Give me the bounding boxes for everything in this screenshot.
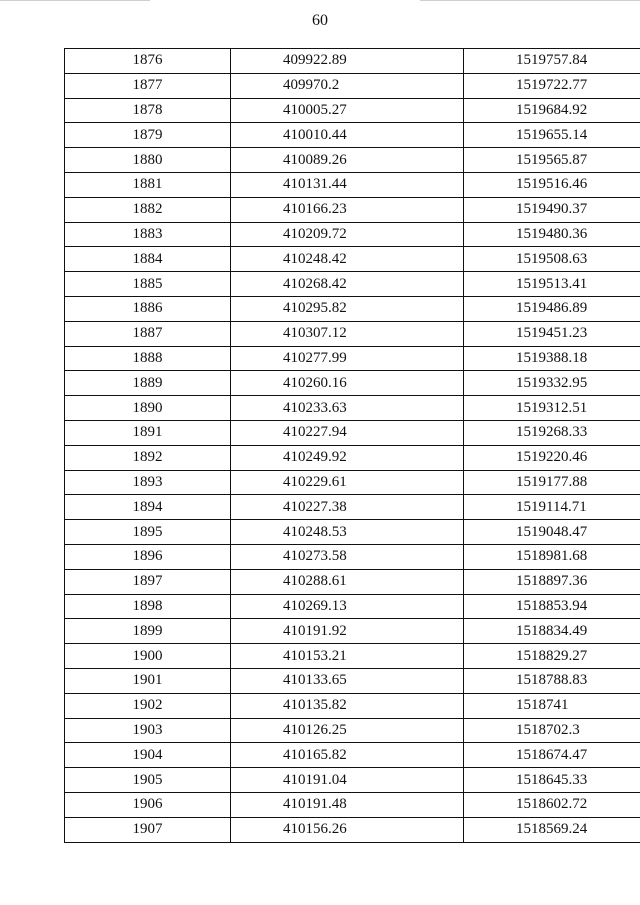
x-coordinate-cell: 410295.82 [231, 296, 464, 321]
page-top-edge [420, 0, 640, 1]
point-number-cell: 1877 [65, 73, 231, 98]
table-row [65, 346, 640, 371]
coordinates-table-body [65, 49, 640, 843]
page-top-edge [0, 0, 150, 1]
page-number: 60 [312, 12, 328, 29]
point-number-cell: 1880 [65, 148, 231, 173]
y-coordinate-cell: 1519332.95 [464, 371, 640, 396]
table-row [65, 644, 640, 669]
point-number-cell: 1887 [65, 321, 231, 346]
table-row [65, 222, 640, 247]
x-coordinate-cell: 409922.89 [231, 49, 464, 74]
table-row [65, 569, 640, 594]
point-number-cell: 1903 [65, 718, 231, 743]
y-coordinate-cell: 1518645.33 [464, 768, 640, 793]
x-coordinate-cell: 410010.44 [231, 123, 464, 148]
point-number-cell: 1890 [65, 396, 231, 421]
y-coordinate-cell: 1519486.89 [464, 296, 640, 321]
table-row [65, 247, 640, 272]
x-coordinate-cell: 410273.58 [231, 544, 464, 569]
x-coordinate-cell: 410268.42 [231, 272, 464, 297]
table-row [65, 470, 640, 495]
point-number-cell: 1884 [65, 247, 231, 272]
x-coordinate-cell: 410277.99 [231, 346, 464, 371]
y-coordinate-cell: 1519565.87 [464, 148, 640, 173]
x-coordinate-cell: 410166.23 [231, 197, 464, 222]
table-row [65, 792, 640, 817]
y-coordinate-cell: 1519684.92 [464, 98, 640, 123]
table-row [65, 371, 640, 396]
x-coordinate-cell: 410165.82 [231, 743, 464, 768]
point-number-cell: 1896 [65, 544, 231, 569]
table-row [65, 272, 640, 297]
point-number-cell: 1899 [65, 619, 231, 644]
x-coordinate-cell: 410227.94 [231, 420, 464, 445]
point-number-cell: 1893 [65, 470, 231, 495]
table-row [65, 594, 640, 619]
point-number-cell: 1897 [65, 569, 231, 594]
point-number-cell: 1894 [65, 495, 231, 520]
table-row [65, 197, 640, 222]
x-coordinate-cell: 410133.65 [231, 668, 464, 693]
x-coordinate-cell: 410248.42 [231, 247, 464, 272]
y-coordinate-cell: 1519268.33 [464, 420, 640, 445]
x-coordinate-cell: 410227.38 [231, 495, 464, 520]
x-coordinate-cell: 410191.92 [231, 619, 464, 644]
table-row [65, 98, 640, 123]
point-number-cell: 1888 [65, 346, 231, 371]
table-row [65, 123, 640, 148]
table-row [65, 296, 640, 321]
point-number-cell: 1892 [65, 445, 231, 470]
table-row [65, 693, 640, 718]
x-coordinate-cell: 410089.26 [231, 148, 464, 173]
y-coordinate-cell: 1519114.71 [464, 495, 640, 520]
table-row [65, 321, 640, 346]
point-number-cell: 1901 [65, 668, 231, 693]
point-number-cell: 1876 [65, 49, 231, 74]
coordinates-table [64, 48, 640, 843]
x-coordinate-cell: 410260.16 [231, 371, 464, 396]
y-coordinate-cell: 1519508.63 [464, 247, 640, 272]
y-coordinate-cell: 1519048.47 [464, 520, 640, 545]
table-row [65, 396, 640, 421]
point-number-cell: 1885 [65, 272, 231, 297]
point-number-cell: 1898 [65, 594, 231, 619]
y-coordinate-cell: 1519490.37 [464, 197, 640, 222]
x-coordinate-cell: 410248.53 [231, 520, 464, 545]
y-coordinate-cell: 1518702.3 [464, 718, 640, 743]
table-row [65, 520, 640, 545]
y-coordinate-cell: 1518569.24 [464, 817, 640, 842]
point-number-cell: 1904 [65, 743, 231, 768]
x-coordinate-cell: 410269.13 [231, 594, 464, 619]
point-number-cell: 1881 [65, 172, 231, 197]
y-coordinate-cell: 1519451.23 [464, 321, 640, 346]
y-coordinate-cell: 1518897.36 [464, 569, 640, 594]
x-coordinate-cell: 410191.04 [231, 768, 464, 793]
table-row [65, 172, 640, 197]
x-coordinate-cell: 410209.72 [231, 222, 464, 247]
table-row [65, 668, 640, 693]
y-coordinate-cell: 1518674.47 [464, 743, 640, 768]
x-coordinate-cell: 410135.82 [231, 693, 464, 718]
y-coordinate-cell: 1519516.46 [464, 172, 640, 197]
point-number-cell: 1907 [65, 817, 231, 842]
table-row [65, 718, 640, 743]
y-coordinate-cell: 1518788.83 [464, 668, 640, 693]
table-row [65, 73, 640, 98]
point-number-cell: 1906 [65, 792, 231, 817]
point-number-cell: 1900 [65, 644, 231, 669]
y-coordinate-cell: 1519757.84 [464, 49, 640, 74]
x-coordinate-cell: 410249.92 [231, 445, 464, 470]
point-number-cell: 1891 [65, 420, 231, 445]
y-coordinate-cell: 1519722.77 [464, 73, 640, 98]
point-number-cell: 1902 [65, 693, 231, 718]
x-coordinate-cell: 409970.2 [231, 73, 464, 98]
x-coordinate-cell: 410126.25 [231, 718, 464, 743]
y-coordinate-cell: 1518834.49 [464, 619, 640, 644]
x-coordinate-cell: 410229.61 [231, 470, 464, 495]
y-coordinate-cell: 1519220.46 [464, 445, 640, 470]
x-coordinate-cell: 410005.27 [231, 98, 464, 123]
x-coordinate-cell: 410191.48 [231, 792, 464, 817]
y-coordinate-cell: 1518853.94 [464, 594, 640, 619]
point-number-cell: 1889 [65, 371, 231, 396]
y-coordinate-cell: 1518602.72 [464, 792, 640, 817]
table-row [65, 148, 640, 173]
x-coordinate-cell: 410233.63 [231, 396, 464, 421]
x-coordinate-cell: 410307.12 [231, 321, 464, 346]
point-number-cell: 1878 [65, 98, 231, 123]
table-row [65, 743, 640, 768]
x-coordinate-cell: 410131.44 [231, 172, 464, 197]
x-coordinate-cell: 410156.26 [231, 817, 464, 842]
y-coordinate-cell: 1518829.27 [464, 644, 640, 669]
y-coordinate-cell: 1519312.51 [464, 396, 640, 421]
table-row [65, 420, 640, 445]
point-number-cell: 1886 [65, 296, 231, 321]
table-row [65, 49, 640, 74]
x-coordinate-cell: 410288.61 [231, 569, 464, 594]
point-number-cell: 1882 [65, 197, 231, 222]
y-coordinate-cell: 1519655.14 [464, 123, 640, 148]
table-row [65, 619, 640, 644]
point-number-cell: 1895 [65, 520, 231, 545]
table-row [65, 817, 640, 842]
point-number-cell: 1883 [65, 222, 231, 247]
y-coordinate-cell: 1519480.36 [464, 222, 640, 247]
y-coordinate-cell: 1519177.88 [464, 470, 640, 495]
x-coordinate-cell: 410153.21 [231, 644, 464, 669]
y-coordinate-cell: 1519513.41 [464, 272, 640, 297]
point-number-cell: 1879 [65, 123, 231, 148]
y-coordinate-cell: 1519388.18 [464, 346, 640, 371]
table-row [65, 544, 640, 569]
table-row [65, 495, 640, 520]
point-number-cell: 1905 [65, 768, 231, 793]
table-row [65, 768, 640, 793]
y-coordinate-cell: 1518981.68 [464, 544, 640, 569]
y-coordinate-cell: 1518741 [464, 693, 640, 718]
table-row [65, 445, 640, 470]
